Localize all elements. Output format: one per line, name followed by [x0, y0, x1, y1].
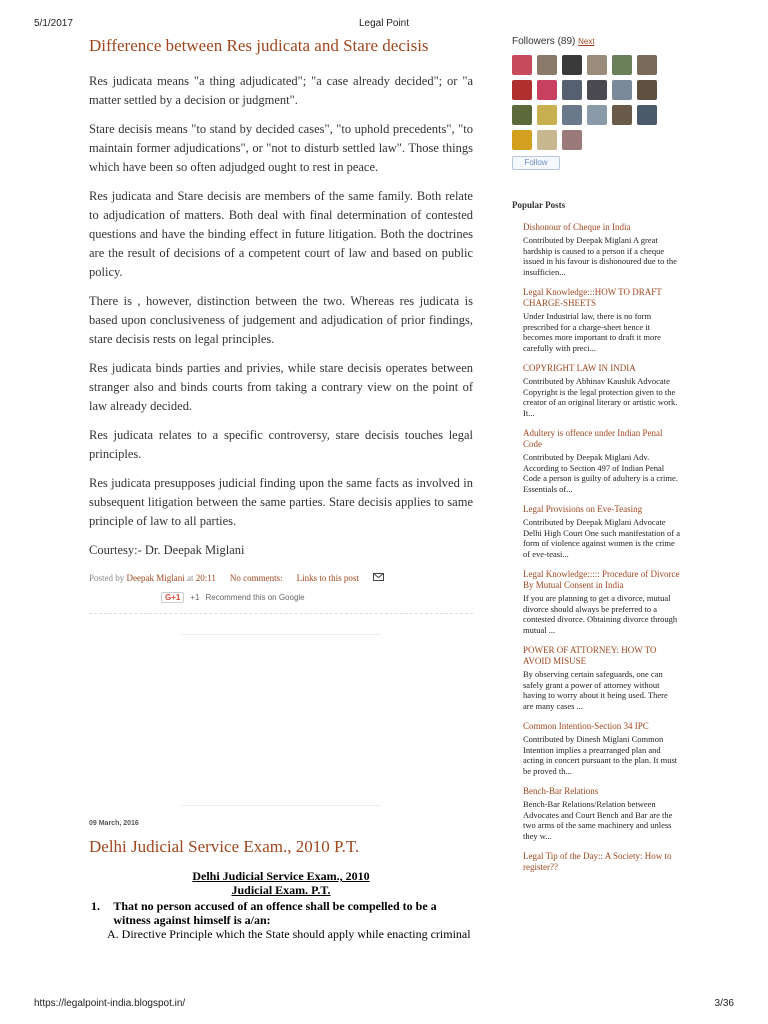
follower-avatar[interactable] [562, 105, 582, 125]
follower-avatar[interactable] [612, 105, 632, 125]
popular-post-title[interactable]: POWER OF ATTORNEY: HOW TO AVOID MISUSE [523, 645, 657, 666]
google-plusone-button[interactable]: G+1 [161, 592, 184, 603]
follower-avatar[interactable] [562, 130, 582, 150]
date-header: 09 March, 2016 [89, 820, 139, 827]
posted-by-label: Posted by [89, 573, 125, 583]
popular-post-item [523, 504, 680, 559]
post-footer [89, 572, 473, 584]
ad-placeholder [181, 634, 381, 806]
print-footer [34, 998, 734, 1012]
popular-post-title[interactable]: Legal Tip of the Day:: A Society: How to register?? [523, 851, 672, 872]
question-option-a: A. Directive Principle which the State should apply while enacting criminal [107, 927, 471, 941]
exam-heading: Delhi Judicial Service Exam., 2010 [192, 869, 370, 883]
post-byline [89, 573, 216, 583]
popular-post-snippet: Contributed by Dinesh Miglani Common Intention implies a prearranged plan and acting in concert pursuant to the plan. It must be proved th... [523, 734, 678, 776]
question-text: That no person accused of an offence shall be compelled to be a witness against himself is a/an: [113, 899, 437, 927]
follower-avatar[interactable] [612, 80, 632, 100]
popular-post-title[interactable]: Legal Provisions on Eve-Teasing [523, 504, 643, 514]
author-link[interactable]: Deepak Miglani [126, 573, 185, 583]
followers-label: Followers (89) [512, 36, 576, 47]
post-paragraph: Res judicata relates to a specific controversy, stare decisis touches legal principles. [89, 428, 473, 461]
popular-post-snippet: Contributed by Deepak Miglani A great hardship is caused to a person if a cheque issued in his favour is dishonoured due to the insufficien... [523, 235, 677, 277]
print-page-number: 3/36 [714, 998, 734, 1009]
question-1 [89, 899, 473, 927]
follower-avatar[interactable] [587, 80, 607, 100]
follower-avatar[interactable] [587, 105, 607, 125]
popular-post-snippet: Under Industrial law, there is no form prescribed for a charge-sheet hence it becomes more important to draft it more carefully with preci... [523, 311, 661, 353]
plusone-bar [161, 592, 473, 603]
popular-post-title[interactable]: Common Intention-Section 34 IPC [523, 721, 649, 731]
plusone-count: +1 [190, 593, 200, 602]
post-paragraph: Res judicata binds parties and privies, while stare decisis operates between stranger also and binds courts from taking a contrary view on the point of law already decided. [89, 361, 473, 413]
followers-header [512, 36, 680, 47]
popular-post-snippet: Contributed by Deepak Miglani Adv. According to Section 497 of Indian Penal Code a person is guilty of adultery is a crime. Essentials of... [523, 452, 678, 494]
post-title[interactable]: Difference between Res judicata and Stare decisis [89, 36, 429, 55]
post-paragraph: There is , however, distinction between the two. Whereas res judicata is based upon conclusiveness of judgement and adjudication of prior findings, stare decisis rests on legal principles. [89, 294, 473, 346]
popular-post-snippet: Contributed by Deepak Miglani Advocate Delhi High Court One such manifestation of a form of violence against women is the crime of eve-teasi... [523, 517, 680, 559]
post-body [89, 72, 473, 560]
popular-post-title[interactable]: COPYRIGHT LAW IN INDIA [523, 363, 636, 373]
popular-post-item [523, 569, 680, 635]
print-date: 5/1/2017 [34, 18, 73, 29]
popular-post-title[interactable]: Bench-Bar Relations [523, 786, 599, 796]
popular-post-item [523, 363, 680, 418]
print-header [34, 18, 734, 32]
follower-avatar[interactable] [562, 55, 582, 75]
popular-post-title[interactable]: Legal Knowledge::::: Procedure of Divorce By Mutual Consent in India [523, 569, 680, 590]
follower-avatar[interactable] [512, 105, 532, 125]
follower-avatar[interactable] [512, 130, 532, 150]
plusone-text: Recommend this on Google [205, 593, 305, 602]
follower-avatar[interactable] [637, 80, 657, 100]
exam-subheading: Judicial Exam. P.T. [231, 883, 331, 897]
print-url: https://legalpoint-india.blogspot.in/ [34, 998, 186, 1009]
popular-post-item [523, 786, 680, 841]
post-courtesy: Courtesy:- Dr. Deepak Miglani [89, 543, 245, 557]
popular-posts-list [523, 222, 680, 873]
post-divider [89, 613, 473, 614]
popular-post-item [523, 721, 680, 776]
popular-post-title[interactable]: Legal Knowledge:::HOW TO DRAFT CHARGE-SHEETS [523, 287, 662, 308]
post-paragraph: Res judicata presupposes judicial finding upon the same facts as involved in subsequent litigation between the same parties. Stare decisis applies to same principle of law to all parties. [89, 476, 473, 528]
post-paragraph: Res judicata and Stare decisis are members of the same family. Both relate to adjudication of matters. Both deal with final determination of contested questions and have the binding effect in future litigation. Both the doctrines are the result of decisions of a competent court of law and based on public policy. [89, 189, 473, 279]
comments-link[interactable]: No comments: [229, 573, 283, 583]
post-time-link[interactable]: 20:11 [195, 573, 216, 583]
follower-avatar[interactable] [537, 130, 557, 150]
popular-posts-header: Popular Posts [512, 200, 566, 210]
follower-avatar[interactable] [512, 80, 532, 100]
follower-avatar[interactable] [637, 55, 657, 75]
follower-avatar[interactable] [612, 55, 632, 75]
follow-button[interactable]: Follow [512, 156, 560, 170]
post2-title[interactable]: Delhi Judicial Service Exam., 2010 P.T. [89, 837, 360, 856]
print-title: Legal Point [358, 18, 410, 29]
followers-next-link[interactable]: Next [578, 37, 595, 46]
post-paragraph: Stare decisis means "to stand by decided cases", "to uphold precedents", "to maintain former adjudications", or "not to disturb settled law". Those things which have been so often adjudged ought to rest in peace. [89, 122, 473, 174]
popular-post-snippet: By observing certain safeguards, one can safely grant a power of attorney without having to worry about it being used. There are many cases ... [523, 669, 668, 711]
follower-avatar[interactable] [537, 80, 557, 100]
at-label: at [187, 573, 194, 583]
follower-avatar[interactable] [587, 55, 607, 75]
follower-avatar[interactable] [512, 55, 532, 75]
popular-post-snippet: If you are planning to get a divorce, mutual divorce should always be preferred to a contested divorce. Obtaining divorce through mutual ... [523, 593, 678, 635]
popular-post-title[interactable]: Dishonour of Cheque in India [523, 222, 631, 232]
question-number: 1. [91, 899, 100, 913]
follower-avatar[interactable] [562, 80, 582, 100]
popular-post-item [523, 222, 680, 277]
popular-post-item [523, 287, 680, 353]
main-column [89, 36, 473, 941]
followers-grid [512, 55, 680, 150]
follower-avatar[interactable] [637, 105, 657, 125]
popular-post-item [523, 851, 680, 873]
follower-avatar[interactable] [537, 55, 557, 75]
popular-post-item [523, 645, 680, 711]
links-to-post-link[interactable]: Links to this post [296, 573, 359, 583]
sidebar [512, 36, 680, 883]
popular-post-snippet: Contributed by Abhinav Kaushik Advocate Copyright is the legal protection given to the creator of an original literary or artistic work. It... [523, 376, 678, 418]
follower-avatar[interactable] [537, 105, 557, 125]
popular-post-snippet: Bench-Bar Relations/Relation between Advocates and Court Bench and Bar are the two arms of the same machinery and unless they w... [523, 799, 673, 841]
email-post-icon[interactable] [373, 572, 385, 584]
post-paragraph: Res judicata means "a thing adjudicated"; "a case already decided"; or "a matter settled by a decision or judgment". [89, 74, 473, 107]
popular-post-item [523, 428, 680, 494]
popular-post-title[interactable]: Adultery is offence under Indian Penal Code [523, 428, 663, 449]
